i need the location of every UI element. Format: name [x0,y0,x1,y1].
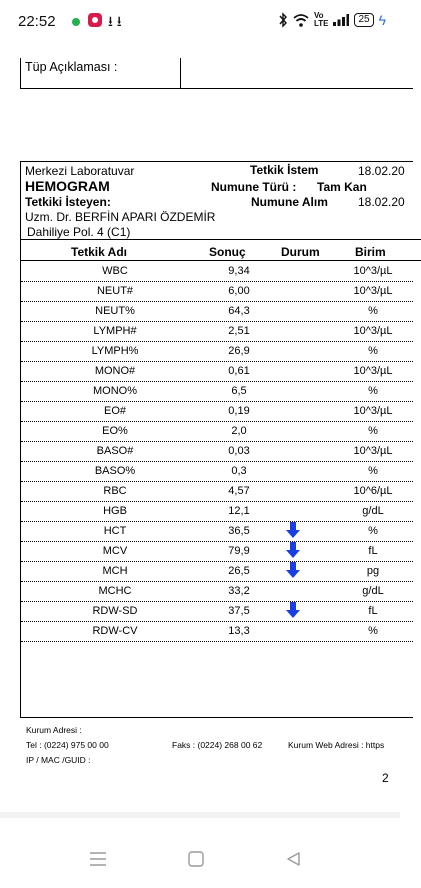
lab-name: Merkezi Laboratuvar [25,164,135,178]
header-top-rule [21,239,421,240]
low-flag-arrow-icon [286,562,306,578]
test-name: HGB [103,505,127,517]
app-notification-icon [88,13,102,27]
test-unit: fL [368,605,378,617]
test-unit: g/dL [362,505,384,517]
test-name: MONO# [94,365,136,377]
test-name: MCV [102,545,128,557]
request-label: Tetkik İstem [250,163,319,177]
table-row [21,381,413,402]
signal-icon [333,14,349,26]
col-header-status: Durum [281,245,320,259]
web-label: Kurum Web Adresi : https [288,740,385,750]
table-row [21,601,413,622]
col-header-result: Sonuç [209,245,246,259]
table-row [21,341,413,362]
test-unit: 10^3/µL [353,405,393,417]
test-result: 0,3 [231,465,247,477]
test-result: 4,57 [228,485,250,497]
test-result: 0,19 [228,405,250,417]
test-result: 64,3 [228,305,250,317]
test-result: 6,00 [228,285,250,297]
low-flag-arrow-icon [286,542,306,558]
test-result: 33,2 [228,585,250,597]
test-unit: % [368,465,378,477]
table-row [21,481,413,502]
test-result: 0,61 [228,365,250,377]
test-name: NEUT# [96,285,134,297]
test-name: BASO# [96,445,134,457]
test-result: 9,34 [228,265,250,277]
test-result: 79,9 [228,545,250,557]
low-flag-arrow-icon [286,602,306,618]
navigation-bar [0,818,400,888]
test-unit: 10^3/µL [353,365,393,377]
test-unit: 10^3/µL [353,325,393,337]
test-result: 12,1 [228,505,250,517]
test-result: 6,5 [231,385,247,397]
battery-icon: 25 [354,13,373,27]
table-row [21,561,413,582]
test-result: 0,03 [228,445,250,457]
test-unit: % [368,345,378,357]
table-row [21,521,413,542]
table-row [21,321,413,342]
request-date: 18.02.20 [358,164,405,178]
bluetooth-icon [278,13,288,27]
wifi-icon [293,14,309,27]
report-document[interactable] [0,44,405,814]
low-flag-arrow-icon [286,522,306,538]
tube-description-box [20,58,413,89]
report-table [20,161,413,718]
test-name: HCT [103,525,127,537]
test-name: RDW-SD [92,605,138,617]
table-row [21,301,413,322]
test-name: MONO% [93,385,137,397]
table-row [21,361,413,382]
test-result: 36,5 [228,525,250,537]
doctor-name: Uzm. Dr. BERFİN APARI ÖZDEMİR [25,210,216,224]
test-result: 2,0 [231,425,247,437]
test-name: LYMPH# [93,325,137,337]
test-unit: fL [368,545,378,557]
test-unit: pg [366,565,380,577]
department: Dahiliye Pol. 4 (C1) [27,225,131,239]
test-title: HEMOGRAM [25,178,110,194]
page-number: 2 [382,771,389,785]
sample-type-label: Numune Türü : [211,180,297,194]
table-row [21,281,413,302]
test-unit: % [368,625,378,637]
test-name: BASO% [94,465,136,477]
status-bar [0,0,400,44]
table-row [21,261,413,282]
test-unit: % [368,305,378,317]
col-header-unit: Birim [355,245,386,259]
volte-icon: Vo LTE [313,11,329,28]
test-name: NEUT% [95,305,135,317]
test-name: RDW-CV [92,625,138,637]
home-icon[interactable] [186,851,206,867]
notification-dot-icon [72,18,80,26]
test-unit: 10^3/µL [353,445,393,457]
charging-icon: ϟ [378,12,386,28]
table-row [21,461,413,482]
table-row [21,581,413,602]
table-row [21,441,413,462]
test-unit: g/dL [362,585,384,597]
test-name: RBC [103,485,127,497]
box-divider [180,58,181,88]
test-result: 13,3 [228,625,250,637]
clock: 22:52 [18,13,56,30]
test-name: LYMPH% [91,345,139,357]
sample-type-value: Tam Kan [317,180,367,194]
tel-label: Tel : (0224) 975 00 00 [26,740,109,750]
col-header-name: Tetkik Adı [71,245,128,259]
requester-label: Tetkiki İsteyen: [25,195,111,209]
test-name: EO# [103,405,126,417]
table-row [21,501,413,522]
test-unit: 10^3/µL [353,265,393,277]
ip-label: IP / MAC /GUID : [26,755,91,765]
test-unit: % [368,385,378,397]
table-row [21,541,413,562]
tube-description-label: Tüp Açıklaması : [25,60,118,74]
table-row [21,421,413,442]
menu-icon[interactable] [88,851,108,867]
status-icons [278,12,386,28]
fax-label: Faks : (0224) 268 00 62 [172,740,263,750]
sample-taken-label: Numune Alım [251,195,328,209]
test-result: 26,9 [228,345,250,357]
sample-taken-date: 18.02.20 [358,195,405,209]
back-icon[interactable] [284,851,304,867]
test-name: MCH [102,565,128,577]
test-name: WBC [102,265,128,277]
table-row [21,401,413,422]
test-unit: 10^6/µL [353,485,393,497]
test-result: 37,5 [228,605,250,617]
download-icons: ⭳ ⭳ [108,13,122,29]
test-unit: % [368,525,378,537]
test-name: EO% [102,425,128,437]
test-name: MCHC [98,585,132,597]
address-label: Kurum Adresi : [26,725,82,735]
table-row [21,621,413,642]
test-unit: % [368,425,378,437]
test-result: 26,5 [228,565,250,577]
test-result: 2,51 [228,325,250,337]
test-unit: 10^3/µL [353,285,393,297]
